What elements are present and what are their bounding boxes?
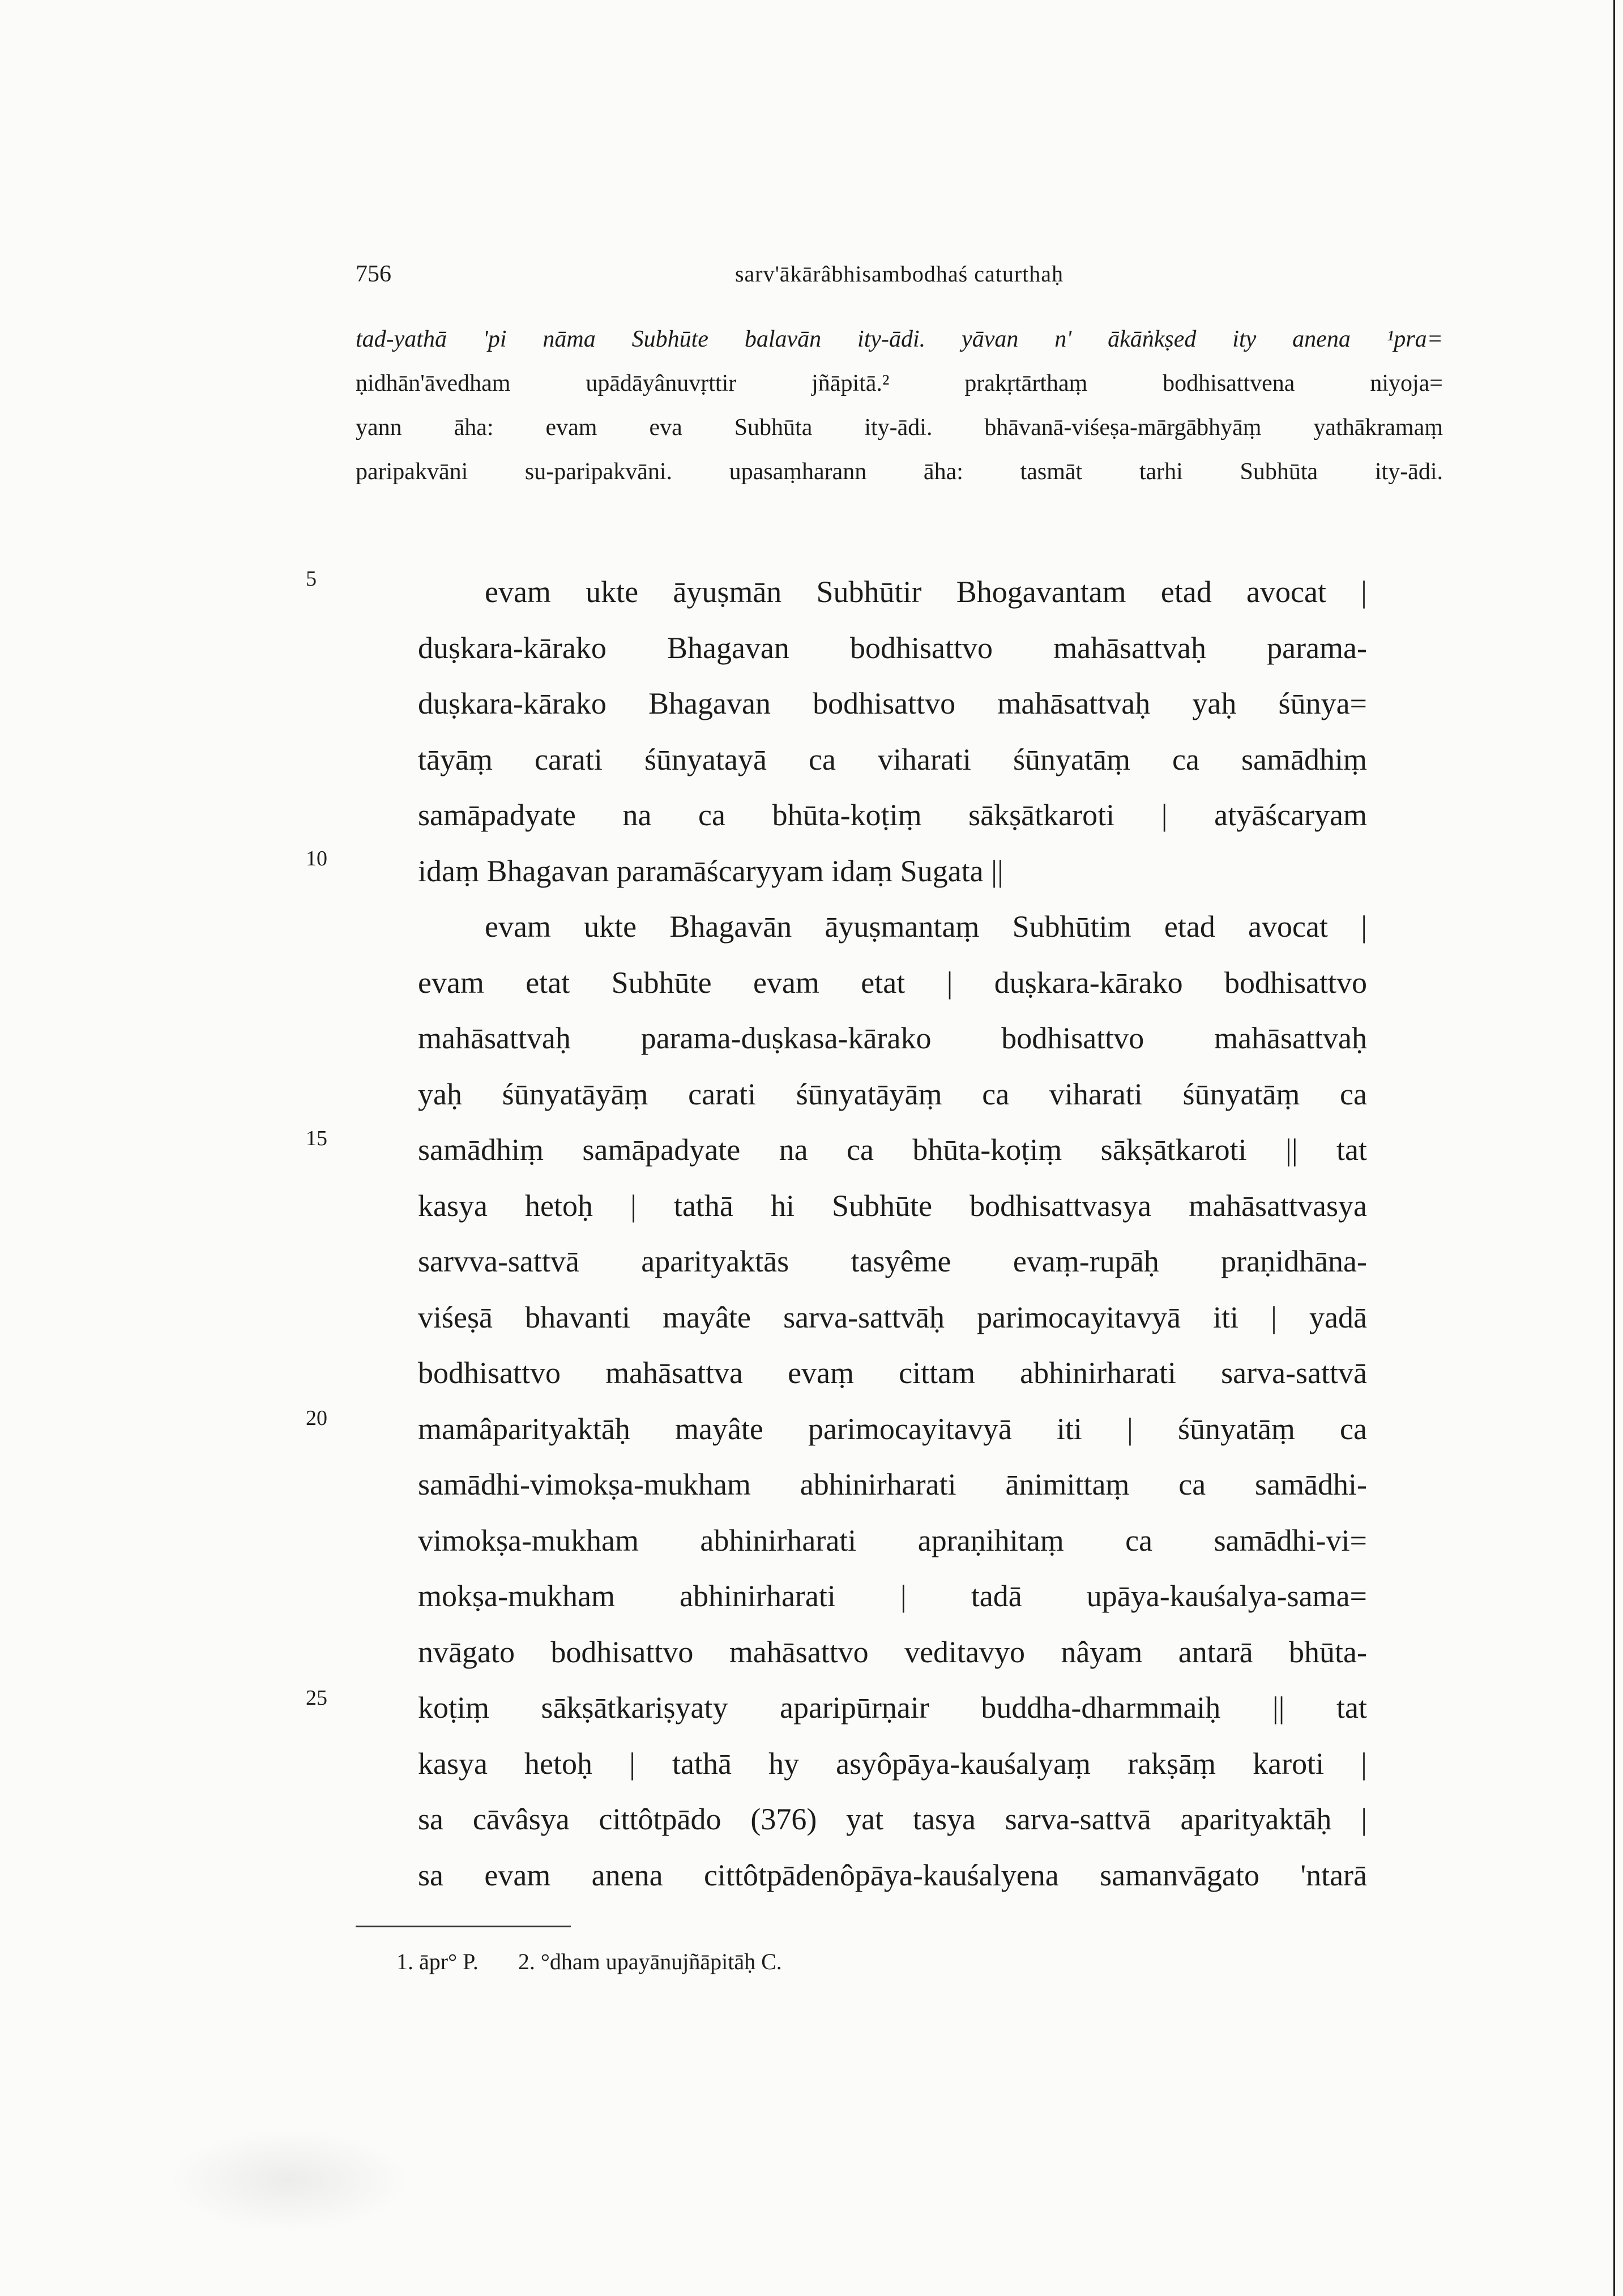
main-text-line: mamâparityaktāḥ mayâte parimocayitavyā iti | śūnyatāṃ ca: [418, 1411, 1367, 1446]
main-text-line: samāpadyate na ca bhūta-koṭiṃ sākṣātkaroti | atyāścaryam: [418, 798, 1367, 832]
main-text-line: bodhisattvo mahāsattva evaṃ cittam abhinirharati sarva-sattvā: [418, 1356, 1367, 1390]
main-text-line: samādhiṃ samāpadyate na ca bhūta-koṭiṃ sākṣātkaroti || tat: [418, 1133, 1367, 1167]
main-text-line: evam ukte āyuṣmān Subhūtir Bhogavantam etad avocat |: [485, 575, 1367, 609]
commentary-block: [356, 317, 1443, 494]
running-title: sarv'ākārâbhisambodhaś caturthaḥ: [734, 261, 1064, 287]
footnote-1: 1. āpr° P.: [396, 1949, 479, 1974]
main-text-line: koṭiṃ sākṣātkariṣyaty aparipūrṇair buddha-dharmmaiḥ || tat: [418, 1691, 1367, 1725]
line-number: 10: [306, 847, 327, 870]
main-text-line: vimokṣa-mukham abhinirharati apraṇihitaṃ ca samādhi-vi=: [418, 1523, 1367, 1557]
main-text-line: yaḥ śūnyatāyāṃ carati śūnyatāyāṃ ca viharati śūnyatāṃ ca: [418, 1077, 1367, 1111]
footnote-2: 2. °dham upayānujñāpitāḥ C.: [518, 1949, 782, 1974]
commentary-line: tad-yathā 'pi nāma Subhūte balavān ity-ādi. yāvan n' ākāṅkṣed ity anena ¹pra=: [356, 326, 1443, 352]
footnote-rule: [356, 1926, 571, 1927]
main-text-line: nvāgato bodhisattvo mahāsattvo veditavyo nâyam antarā bhūta-: [418, 1634, 1367, 1669]
main-text-line: evam etat Subhūte evam etat | duṣkara-kārako bodhisattvo: [418, 965, 1367, 1000]
line-number: 5: [306, 567, 317, 591]
scan-smudge: [170, 2129, 408, 2231]
main-text-line: samādhi-vimokṣa-mukham abhinirharati ānimittaṃ ca samādhi-: [418, 1467, 1367, 1501]
main-text-line: sa evam anena cittôtpādenôpāya-kauśalyena samanvāgato 'ntarā: [418, 1858, 1367, 1892]
line-number: 15: [306, 1126, 327, 1150]
main-text-line: idaṃ Bhagavan paramāścaryyam idaṃ Sugata ||: [418, 853, 1003, 888]
main-text-line: kasya hetoḥ | tathā hy asyôpāya-kauśalyaṃ rakṣāṃ karoti |: [418, 1746, 1367, 1781]
commentary-line: ṇidhān'āvedham upādāyânuvṛttir jñāpitā.² prakṛtārthaṃ bodhisattvena niyoja=: [356, 370, 1443, 396]
main-text-block: [418, 564, 1367, 1903]
page-header: [356, 261, 1443, 295]
footnotes: [396, 1948, 816, 1975]
main-text-line: sarvva-sattvā aparityaktās tasyême evaṃ-rupāḥ praṇidhāna-: [418, 1244, 1367, 1278]
main-text-line: duṣkara-kārako Bhagavan bodhisattvo mahāsattvaḥ yaḥ śūnya=: [418, 686, 1367, 720]
main-text-line: evam ukte Bhagavān āyuṣmantaṃ Subhūtim etad avocat |: [485, 910, 1367, 944]
commentary-line: yann āha: evam eva Subhūta ity-ādi. bhāvanā-viśeṣa-mārgābhyāṃ yathākramaṃ: [356, 415, 1443, 441]
main-text-line: viśeṣā bhavanti mayâte sarva-sattvāḥ parimocayitavyā iti | yadā: [418, 1300, 1367, 1334]
line-number: 20: [306, 1406, 327, 1430]
line-number: 25: [306, 1686, 327, 1710]
main-text-line: mokṣa-mukham abhinirharati | tadā upāya-kauśalya-sama=: [418, 1579, 1367, 1613]
commentary-line: paripakvāni su-paripakvāni. upasaṃharann āha: tasmāt tarhi Subhūta ity-ādi.: [356, 459, 1443, 485]
page-number: 756: [356, 261, 391, 287]
main-text-line: sa cāvâsya cittôtpādo (376) yat tasya sarva-sattvā aparityaktāḥ |: [418, 1802, 1367, 1836]
main-text-line: tāyāṃ carati śūnyatayā ca viharati śūnyatāṃ ca samādhiṃ: [418, 742, 1367, 776]
page-edge-line: [1613, 0, 1615, 2296]
main-text-line: duṣkara-kārako Bhagavan bodhisattvo mahāsattvaḥ parama-: [418, 630, 1367, 665]
main-text-line: mahāsattvaḥ parama-duṣkasa-kārako bodhisattvo mahāsattvaḥ: [418, 1021, 1367, 1055]
main-text-line: kasya hetoḥ | tathā hi Subhūte bodhisattvasya mahāsattvasya: [418, 1188, 1367, 1223]
